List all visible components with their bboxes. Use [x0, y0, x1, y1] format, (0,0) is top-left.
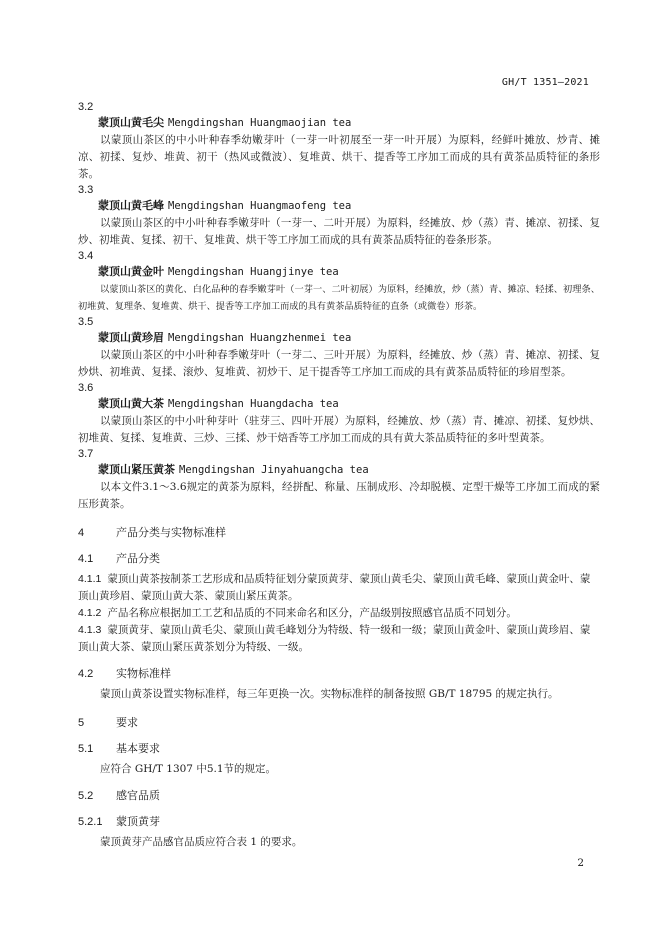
paragraph: 应符合 GH/T 1307 中5.1节的规定。 [100, 763, 277, 775]
term-name-en: Mengdingshan Huangdacha tea [168, 398, 339, 410]
term-definition: 以蒙顶山茶区的黄化、白化品种的春季嫩芽叶（一芽一、二叶初展）为原料，经摊放，炒（蒸）青、摊凉、轻揉、初理条、初堆黄、复理条、复堆黄、烘干、提香等工序加工而成的具有黄茶品质特征的直条（或微卷）形茶。 [78, 284, 600, 312]
paragraph: 蒙顶山黄茶设置实物标准样，每三年更换一次。实物标准样的制备按照 GB/T 18795 的规定执行。 [100, 688, 559, 700]
paragraph: 蒙顶黄芽产品感官品质应符合表 1 的要求。 [100, 836, 303, 848]
clause-item [78, 622, 600, 656]
clause-item [78, 571, 600, 605]
term-name-cn: 蒙顶山黄毛尖 [98, 116, 164, 129]
clause-number: 3.2 [78, 101, 94, 113]
term-name-cn: 蒙顶山黄金叶 [98, 265, 164, 278]
subsection-heading [78, 551, 600, 567]
term-definition: 以蒙顶山茶区的中小叶种芽叶（驻芽三、四叶开展）为原料，经摊放、炒（蒸）青、摊凉、初揉、复炒烘、初堆黄、复揉、复堆黄、三炒、三揉、炒干焙香等工序加工而成的具有黄大茶品质特征的多叶型黄茶。 [78, 415, 600, 444]
clause-item-text: 产品名称应根据加工工艺和品质的不同来命名和区分，产品级别按照感官品质不同划分。 [107, 607, 517, 619]
term-definition: 以蒙顶山茶区的中小叶种春季幼嫩芽叶（一芽一叶初展至一芽一叶开展）为原料，经鲜叶摊放、炒青、摊凉、初揉、复炒、堆黄、初干（热风或微波）、复堆黄、烘干、提香等工序加工而成的具有黄茶品质特征的条形茶。 [78, 134, 600, 180]
clause-item-number: 4.1.3 [78, 624, 102, 636]
page-number: 2 [577, 857, 584, 869]
section-number: 4 [78, 527, 85, 539]
term-name-cn: 蒙顶山黄珍眉 [98, 331, 164, 344]
clause-item-number: 4.1.1 [78, 573, 102, 585]
section-title: 产品分类与实物标准样 [116, 526, 226, 539]
subsection-number: 5.2.1 [78, 816, 103, 828]
term-name-en: Mengdingshan Huangmaojian tea [168, 117, 352, 129]
term-title [78, 329, 600, 347]
subsection-heading [78, 666, 600, 682]
term-title [78, 395, 600, 413]
clause-item [78, 605, 600, 622]
subsection-number: 4.1 [78, 553, 94, 565]
subsection-number: 5.2 [78, 790, 94, 802]
subsection-number: 4.2 [78, 668, 94, 680]
subsection-heading [78, 814, 600, 830]
subsection-title: 实物标准样 [116, 667, 171, 680]
term-title [78, 461, 600, 479]
standard-number: GH/T 1351—2021 [501, 77, 589, 88]
term-definition: 以蒙顶山茶区的中小叶种春季嫩芽叶（一芽一、二叶开展）为原料，经摊放、炒（蒸）青、摊凉、初揉、复炒、初堆黄、复揉、初干、复堆黄、烘干等工序加工而成的具有黄茶品质特征的卷条形茶。 [78, 217, 600, 246]
section-heading [78, 525, 600, 541]
section-number: 5 [78, 717, 85, 729]
term-name-en: Mengdingshan Jinyahuangcha tea [179, 464, 369, 476]
subsection-title: 感官品质 [116, 789, 160, 802]
clause-number: 3.3 [78, 184, 94, 196]
subsection-number: 5.1 [78, 743, 94, 755]
clause-number: 3.5 [78, 316, 94, 328]
subsection-title: 产品分类 [116, 552, 160, 565]
clause-number: 3.6 [78, 382, 94, 394]
section-title: 要求 [116, 716, 138, 729]
term-definition: 以本文件3.1～3.6规定的黄茶为原料，经拼配、称量、压制成形、冷却脱模、定型干燥等工序加工而成的紧压形黄茶。 [78, 481, 600, 510]
clause-item-text: 蒙顶黄芽、蒙顶山黄毛尖、蒙顶山黄毛峰划分为特级、特一级和一级；蒙顶山黄金叶、蒙顶山黄珍眉、蒙顶山黄大茶、蒙顶山紧压黄茶划分为特级、一级。 [78, 624, 591, 653]
term-definition: 以蒙顶山茶区的中小叶种春季嫩芽叶（一芽二、三叶开展）为原料，经摊放、炒（蒸）青、摊凉、初揉、复炒烘、初堆黄、复揉、滚炒、复堆黄、初炒干、足干提香等工序加工而成的具有黄茶品质特征的珍眉型茶。 [78, 349, 600, 378]
term-title [78, 263, 600, 281]
subsection-heading [78, 788, 600, 804]
term-name-cn: 蒙顶山紧压黄茶 [98, 463, 175, 476]
term-name-en: Mengdingshan Huangjinye tea [168, 266, 339, 278]
term-name-en: Mengdingshan Huangzhenmei tea [168, 332, 352, 344]
clause-item-text: 蒙顶山黄茶按制茶工艺形成和品质特征划分蒙顶黄芽、蒙顶山黄毛尖、蒙顶山黄毛峰、蒙顶山黄金叶、蒙顶山黄珍眉、蒙顶山黄大茶、蒙顶山紧压黄茶。 [78, 573, 591, 602]
document-body [78, 100, 600, 851]
term-name-cn: 蒙顶山黄大茶 [98, 397, 164, 410]
clause-number: 3.4 [78, 250, 94, 262]
term-name-en: Mengdingshan Huangmaofeng tea [168, 200, 352, 212]
subsection-title: 蒙顶黄芽 [116, 815, 160, 828]
clause-item-number: 4.1.2 [78, 607, 102, 619]
subsection-heading [78, 741, 600, 757]
subsection-title: 基本要求 [116, 742, 160, 755]
term-title [78, 197, 600, 215]
clause-number: 3.7 [78, 448, 94, 460]
section-heading [78, 715, 600, 731]
term-name-cn: 蒙顶山黄毛峰 [98, 199, 164, 212]
term-title [78, 114, 600, 132]
